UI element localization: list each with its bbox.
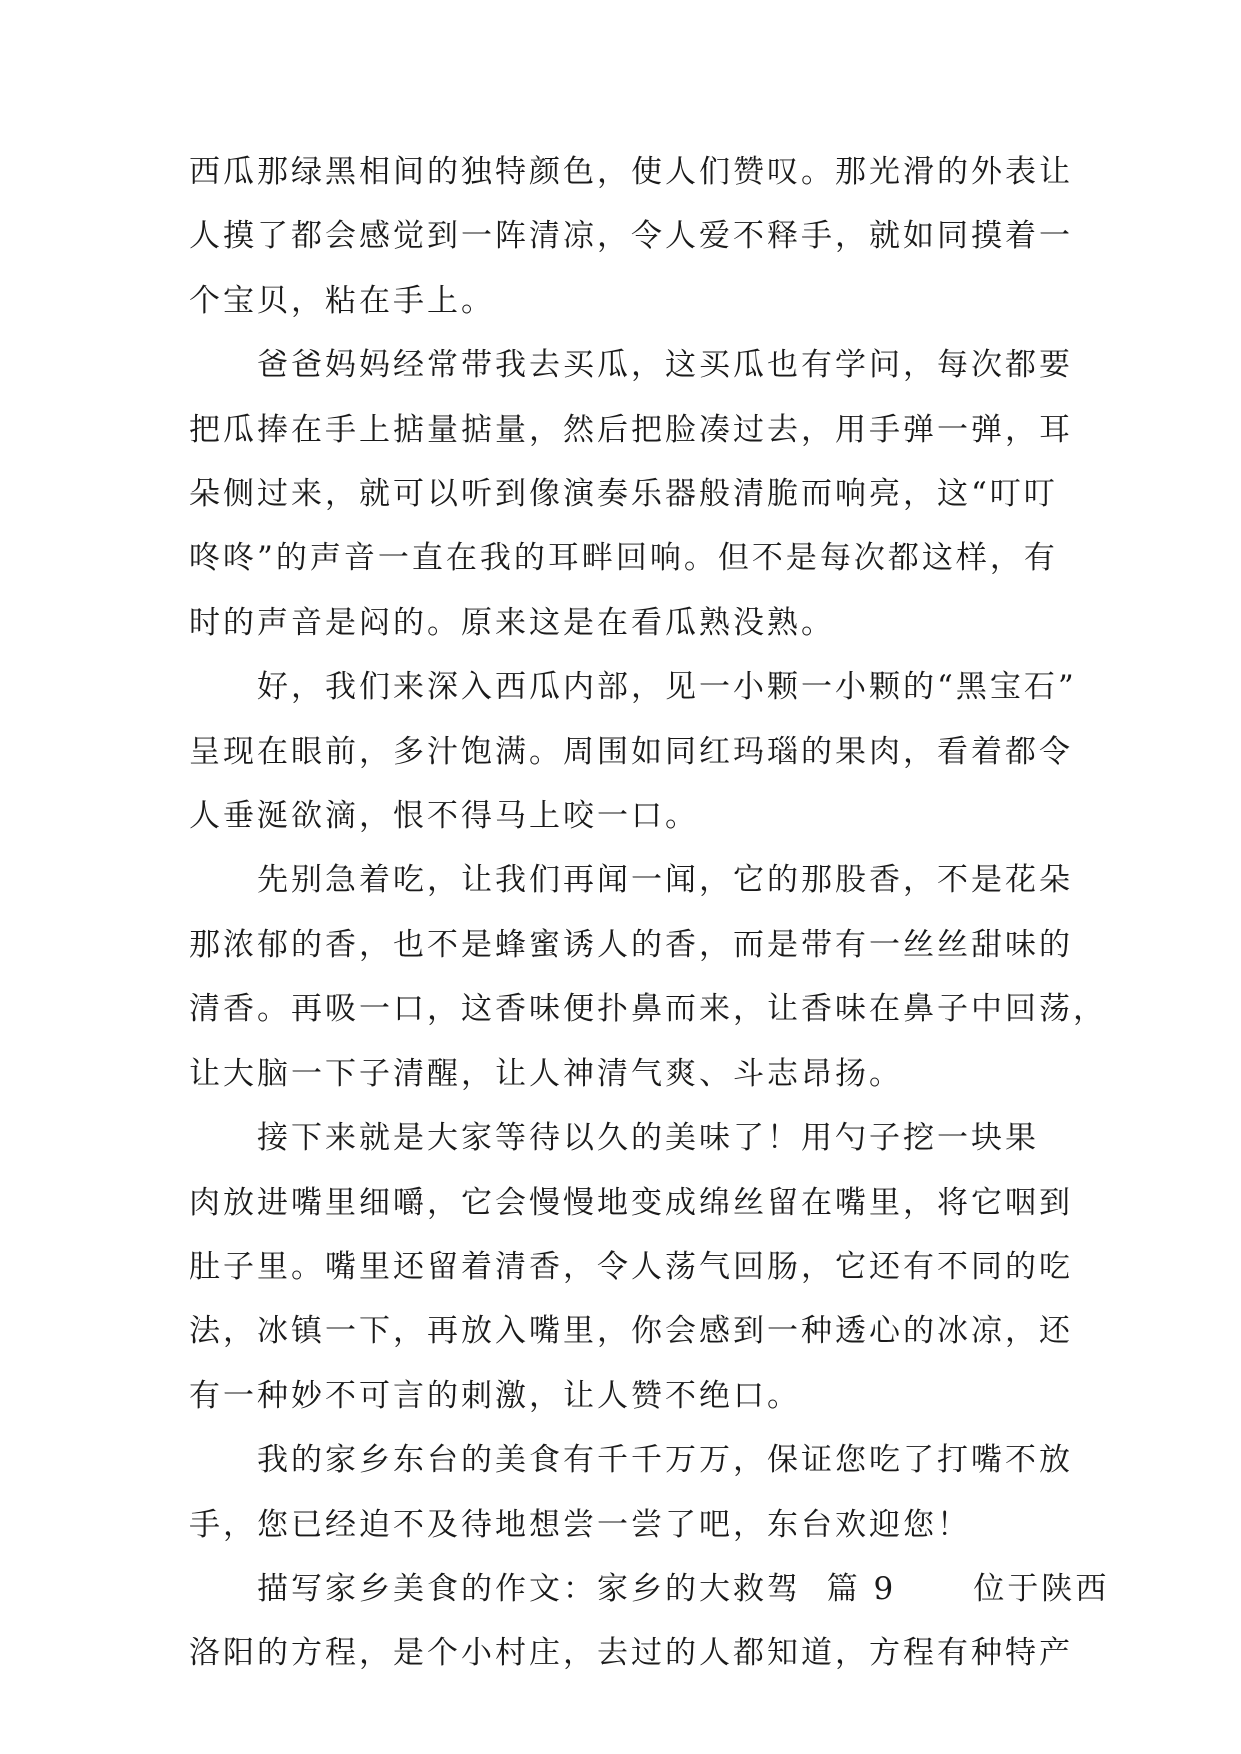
- text-line: 朵侧过来，就可以听到像演奏乐器般清脆而响亮，这“叮叮: [189, 476, 1058, 513]
- text-line: 洛阳的方程，是个小村庄，去过的人都知道，方程有种特产: [189, 1635, 1073, 1672]
- text-line: 先别急着吃，让我们再闻一闻，它的那股香，不是花朵: [257, 862, 1073, 899]
- text-line: 好，我们来深入西瓜内部，见一小颗一小颗的“黑宝石”: [257, 669, 1077, 706]
- text-line: 时的声音是闷的。原来这是在看瓜熟没熟。: [189, 604, 835, 641]
- text-line: 有一种妙不可言的刺激，让人赞不绝口。: [189, 1377, 801, 1414]
- text-line: 个宝贝，粘在手上。: [189, 282, 495, 319]
- text-line: 西瓜那绿黑相间的独特颜色，使人们赞叹。那光滑的外表让: [189, 154, 1073, 190]
- paragraph: [189, 655, 1077, 848]
- text-line: 那浓郁的香，也不是蜂蜜诱人的香，而是带有一丝丝甜味的: [189, 926, 1073, 963]
- text-line: 呈现在眼前，多汁饱满。周围如同红玛瑙的果肉，看着都令: [189, 733, 1073, 770]
- text-line: 手，您已经迫不及待地想尝一尝了吧，东台欢迎您！: [189, 1506, 971, 1543]
- text-line: 人摸了都会感觉到一阵清凉，令人爱不释手，就如同摸着一: [189, 218, 1073, 255]
- text-line: 清香。再吸一口，这香味便扑鼻而来，让香味在鼻子中回荡，: [189, 991, 1107, 1028]
- text-line: 法，冰镇一下，再放入嘴里，你会感到一种透心的冰凉，还: [189, 1313, 1073, 1350]
- paragraph: [189, 1557, 1110, 1686]
- paragraph: [189, 1106, 1073, 1428]
- paragraph: [189, 140, 1073, 333]
- text-line: 把瓜捧在手上掂量掂量，然后把脸凑过去，用手弹一弹，耳: [189, 411, 1073, 448]
- paragraph: [189, 1428, 1073, 1557]
- paragraph: [189, 848, 1107, 1106]
- text-line: 让大脑一下子清醒，让人神清气爽、斗志昂扬。: [189, 1055, 903, 1092]
- text-line: 肉放进嘴里细嚼，它会慢慢地变成绵丝留在嘴里，将它咽到: [189, 1184, 1073, 1221]
- text-line: 肚子里。嘴里还留着清香，令人荡气回肠，它还有不同的吃: [189, 1248, 1073, 1285]
- paragraph: [189, 333, 1073, 655]
- text-line: 我的家乡东台的美食有千千万万，保证您吃了打嘴不放: [257, 1442, 1073, 1479]
- text-line: 人垂涎欲滴，恨不得马上咬一口。: [189, 798, 699, 835]
- document-body: [189, 140, 1110, 1686]
- text-line: 爸爸妈妈经常带我去买瓜，这买瓜也有学问，每次都要: [257, 347, 1073, 384]
- text-line: 咚咚”的声音一直在我的耳畔回响。但不是每次都这样，有: [189, 540, 1058, 577]
- text-line: 描写家乡美食的作文：家乡的大救驾 篇 9 位于陕西: [257, 1570, 1110, 1607]
- text-line: 接下来就是大家等待以久的美味了！用勺子挖一块果: [257, 1120, 1039, 1157]
